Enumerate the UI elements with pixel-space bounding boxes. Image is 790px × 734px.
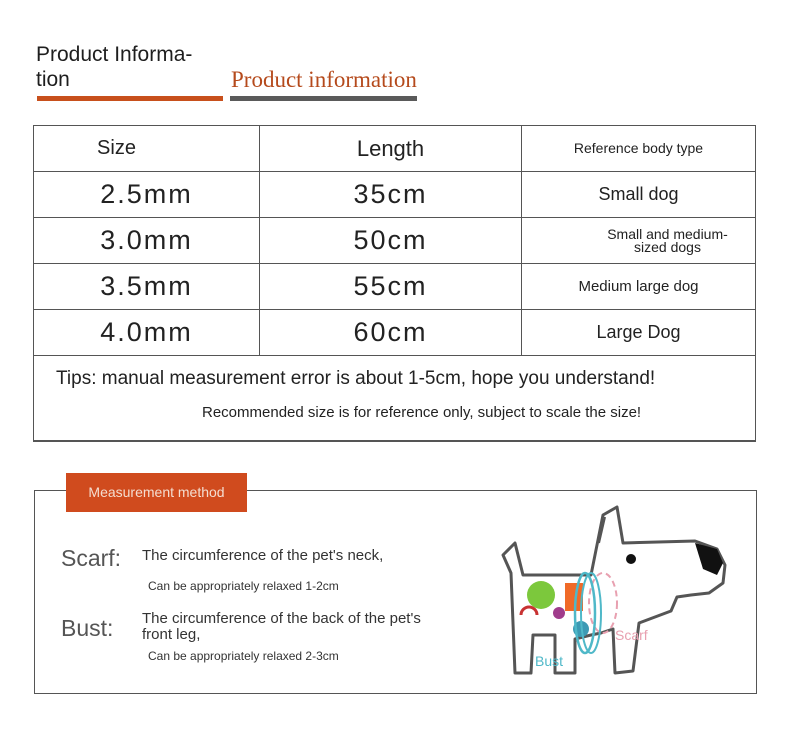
table-header-row (34, 126, 755, 172)
tips-row (34, 356, 755, 441)
header-size: Size (34, 126, 260, 172)
title-underline-gray (230, 96, 417, 101)
bust-term: Bust: (61, 615, 114, 641)
table-row (34, 310, 755, 356)
cell-length: 60cm (260, 310, 522, 356)
cell-size: 3.5mm (34, 264, 260, 310)
cell-size: 4.0mm (34, 310, 260, 356)
cell-size: 2.5mm (34, 172, 260, 218)
measurement-label: Measurement method (66, 473, 247, 512)
tips-cell (34, 356, 755, 441)
scarf-description: The circumference of the pet's neck, (142, 547, 384, 564)
measurement-section (34, 484, 757, 694)
dog-diagram (495, 503, 735, 683)
title-underline-orange (37, 96, 223, 101)
size-table (33, 125, 756, 442)
scarf-note: Can be appropriately relaxed 1-2cm (148, 579, 339, 593)
tips-text: Tips: manual measurement error is about 1-5cm, hope you understand! (56, 368, 656, 389)
header-length: Length (260, 126, 522, 172)
cell-length: 55cm (260, 264, 522, 310)
table-row (34, 218, 755, 264)
dog-eye (626, 554, 636, 564)
spot-purple (553, 607, 565, 619)
bust-note: Can be appropriately relaxed 2-3cm (148, 649, 339, 663)
bust-diagram-label: Bust (535, 653, 564, 669)
table-row (34, 264, 755, 310)
title-english: Product Informa-tion (36, 43, 193, 91)
bust-description: The circumference of the back of the pet's front leg, (142, 610, 421, 643)
cell-reference: Medium large dog (522, 264, 756, 310)
scarf-term: Scarf: (61, 545, 122, 571)
recommend-text: Recommended size is for reference only, subject to scale the size! (202, 404, 642, 421)
header-reference: Reference body type (522, 126, 756, 172)
title-secondary: Product information (231, 67, 417, 92)
cell-size: 3.0mm (34, 218, 260, 264)
table-row (34, 172, 755, 218)
cell-length: 35cm (260, 172, 522, 218)
scarf-diagram-label: Scarf (615, 627, 648, 643)
spot-green (527, 581, 555, 609)
cell-length: 50cm (260, 218, 522, 264)
cell-reference: Small dog (522, 172, 756, 218)
cell-reference: Large Dog (522, 310, 756, 356)
cell-reference: Small and medium-sized dogs (522, 218, 756, 264)
